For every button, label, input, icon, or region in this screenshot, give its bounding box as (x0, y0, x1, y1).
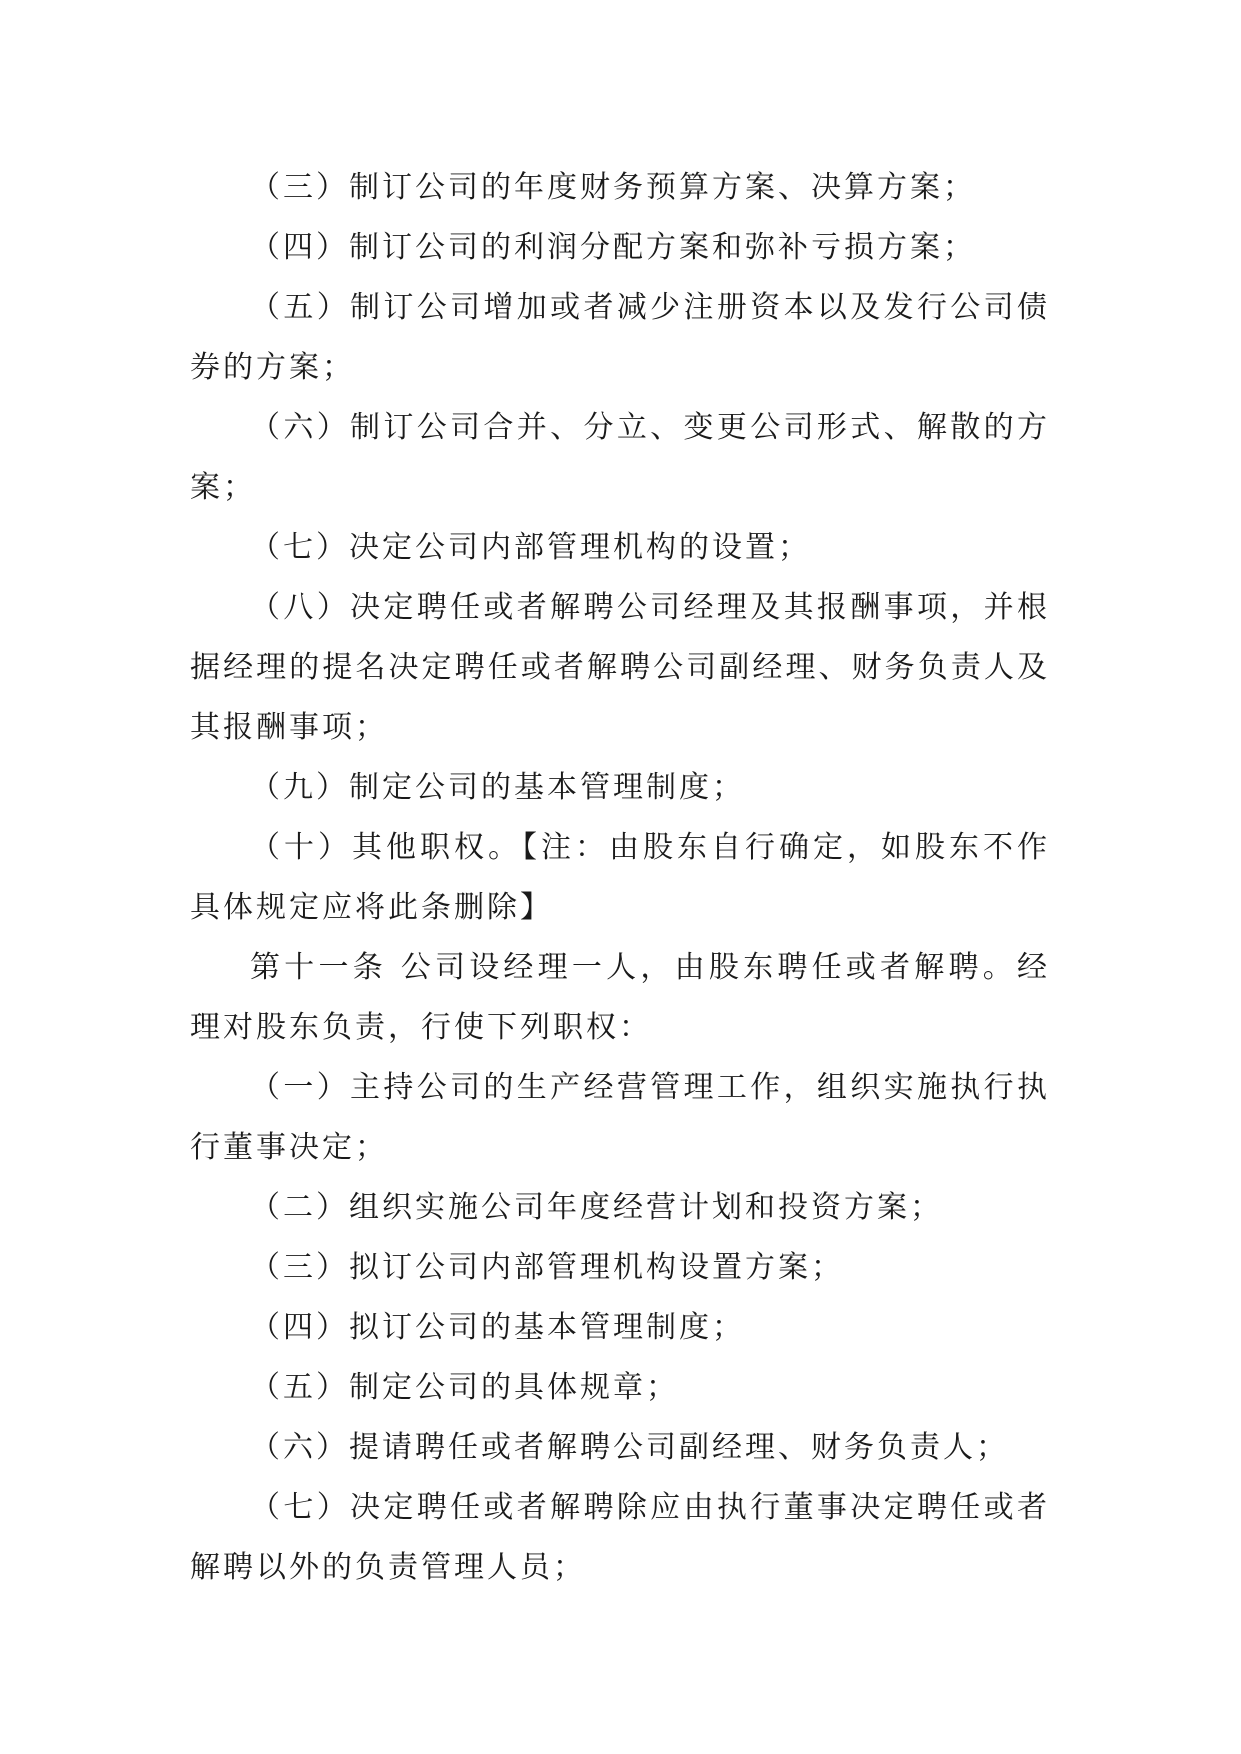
paragraph-item-8-appointment: （八）决定聘任或者解聘公司经理及其报酬事项，并根据经理的提名决定聘任或者解聘公司副经理、财务负责人及其报酬事项； (190, 590, 1050, 745)
document-body (190, 158, 1050, 1598)
paragraph-manager-item-1: （一）主持公司的生产经营管理工作，组织实施执行执行董事决定； (190, 1070, 1050, 1165)
paragraph-item-4-profit: （四）制订公司的利润分配方案和弥补亏损方案； (250, 230, 976, 265)
paragraph-manager-item-7: （七）决定聘任或者解聘除应由执行董事决定聘任或者解聘以外的负责管理人员； (190, 1490, 1050, 1585)
paragraph-manager-item-3: （三）拟订公司内部管理机构设置方案； (250, 1250, 844, 1285)
paragraph-manager-item-6: （六）提请聘任或者解聘公司副经理、财务负责人； (250, 1430, 1009, 1465)
paragraph-item-6-merger: （六）制订公司合并、分立、变更公司形式、解散的方案； (190, 410, 1050, 505)
paragraph-item-9-system: （九）制定公司的基本管理制度； (250, 770, 745, 805)
paragraph-manager-item-2: （二）组织实施公司年度经营计划和投资方案； (250, 1190, 943, 1225)
paragraph-manager-item-5: （五）制定公司的具体规章； (250, 1370, 679, 1405)
paragraph-item-10-other: （十）其他职权。【注：由股东自行确定，如股东不作具体规定应将此条删除】 (190, 830, 1050, 925)
paragraph-item-5-capital: （五）制订公司增加或者减少注册资本以及发行公司债券的方案； (190, 290, 1050, 385)
paragraph-item-7-structure: （七）决定公司内部管理机构的设置； (250, 530, 811, 565)
paragraph-manager-item-4: （四）拟订公司的基本管理制度； (250, 1310, 745, 1345)
paragraph-item-3-budget: （三）制订公司的年度财务预算方案、决算方案； (250, 170, 976, 205)
article-11-heading: 第十一条 公司设经理一人，由股东聘任或者解聘。经理对股东负责，行使下列职权： (190, 950, 1050, 1045)
